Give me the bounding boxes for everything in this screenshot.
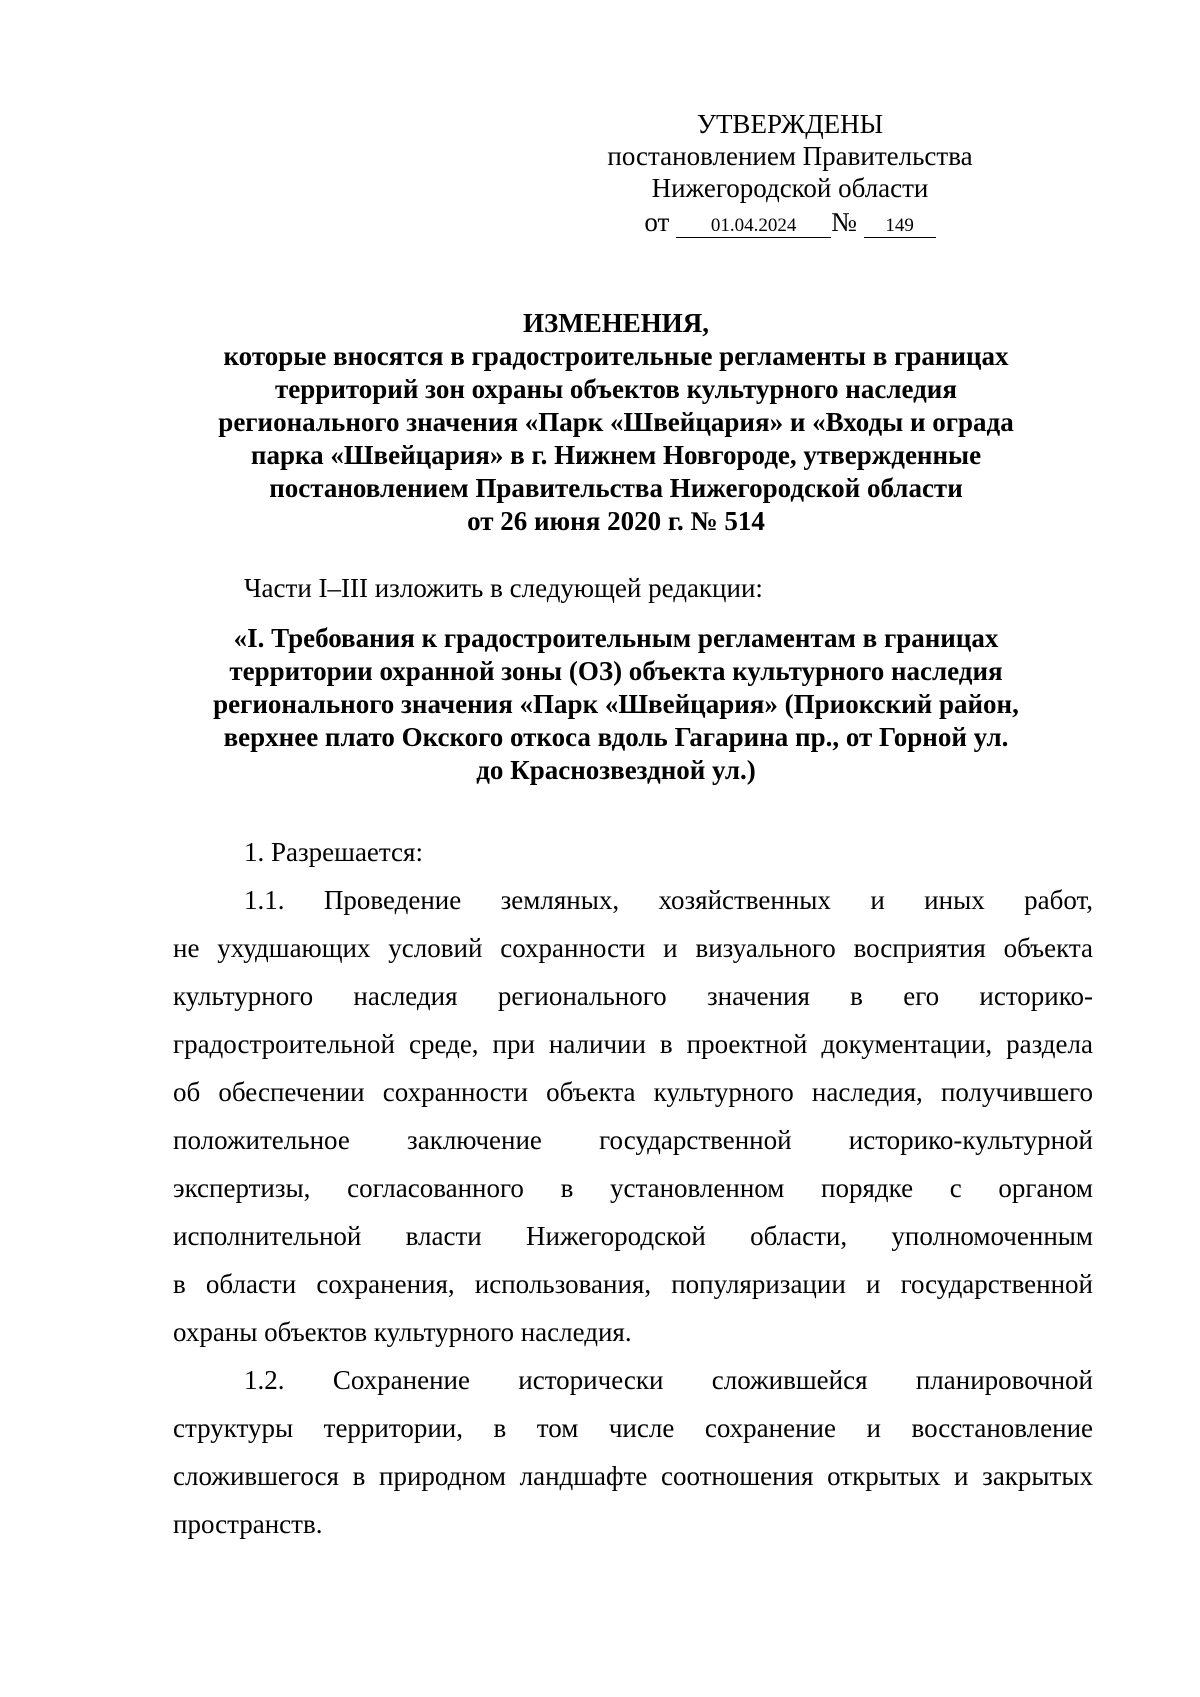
paragraph-line: градостроительной среде, при наличии в проектной документации, раздела — [173, 1029, 1093, 1059]
approval-stamp-block — [590, 108, 990, 238]
title-line: от 26 июня 2020 г. № 514 — [467, 506, 765, 536]
paragraph-1-1 — [173, 876, 1093, 1356]
paragraph-line: 1.2. Сохранение исторически сложившейся планировочной — [244, 1365, 1093, 1395]
approval-number-label: № — [831, 207, 857, 237]
paragraph-line: культурного наследия регионального значения в его историко- — [173, 981, 1093, 1011]
approval-date: 01.04.2024 — [676, 215, 831, 238]
paragraph-line: пространств. — [173, 1509, 323, 1539]
paragraph-line: структуры территории, в том числе сохранение и восстановление — [173, 1413, 1093, 1443]
section-heading-line: территории охранной зоны (ОЗ) объекта культурного наследия — [229, 656, 1003, 686]
paragraph-line: исполнительной власти Нижегородской области, уполномоченным — [173, 1221, 1093, 1251]
paragraph-line: об обеспечении сохранности объекта культурного наследия, получившего — [173, 1077, 1093, 1107]
approval-title: УТВЕРЖДЕНЫ — [696, 109, 884, 139]
paragraph-line: в области сохранения, использования, популяризации и государственной — [173, 1269, 1093, 1299]
paragraph-line: охраны объектов культурного наследия. — [173, 1317, 632, 1347]
section-heading-line: верхнее плато Окского откоса вдоль Гагарина пр., от Горной ул. — [223, 722, 1009, 752]
title-line: территорий зон охраны объектов культурного наследия — [275, 374, 957, 404]
paragraph-line: не ухудшающих условий сохранности и визуального восприятия объекта — [173, 933, 1093, 963]
paragraph-1-2 — [173, 1356, 1093, 1548]
item-1-allowed: 1. Разрешается: — [244, 837, 423, 867]
title-line: парка «Швейцария» в г. Нижнем Новгороде, утвержденные — [250, 440, 982, 470]
section-heading-line: «I. Требования к градостроительным регламентам в границах — [233, 623, 999, 653]
approval-number: 149 — [864, 215, 936, 238]
title-heading: ИЗМЕНЕНИЯ, — [522, 308, 709, 338]
paragraph-line: 1.1. Проведение земляных, хозяйственных и иных работ, — [244, 885, 1093, 915]
section-heading-line: до Краснозвездной ул.) — [476, 755, 756, 785]
approval-region: Нижегородской области — [651, 173, 929, 203]
section-heading-line: регионального значения «Парк «Швейцария» (Приокский район, — [213, 689, 1019, 719]
paragraph-line: положительное заключение государственной историко-культурной — [173, 1125, 1093, 1155]
paragraph-line: экспертизы, согласованного в установленном порядке с органом — [173, 1173, 1093, 1203]
paragraph-line: сложившегося в природном ландшафте соотношения открытых и закрытых — [173, 1461, 1093, 1491]
title-line: регионального значения «Парк «Швейцария» и «Входы и ограда — [218, 407, 1014, 437]
approval-authority: постановлением Правительства — [607, 141, 973, 171]
title-line: постановлением Правительства Нижегородской области — [269, 473, 963, 503]
approval-date-number-line — [590, 206, 990, 238]
title-line: которые вносятся в градостроительные регламенты в границах — [223, 341, 1009, 371]
approval-from-label: от — [644, 207, 670, 237]
document-title — [180, 307, 1052, 538]
intro-instruction: Части I–III изложить в следующей редакции: — [244, 573, 763, 603]
section-1-heading — [180, 622, 1052, 787]
